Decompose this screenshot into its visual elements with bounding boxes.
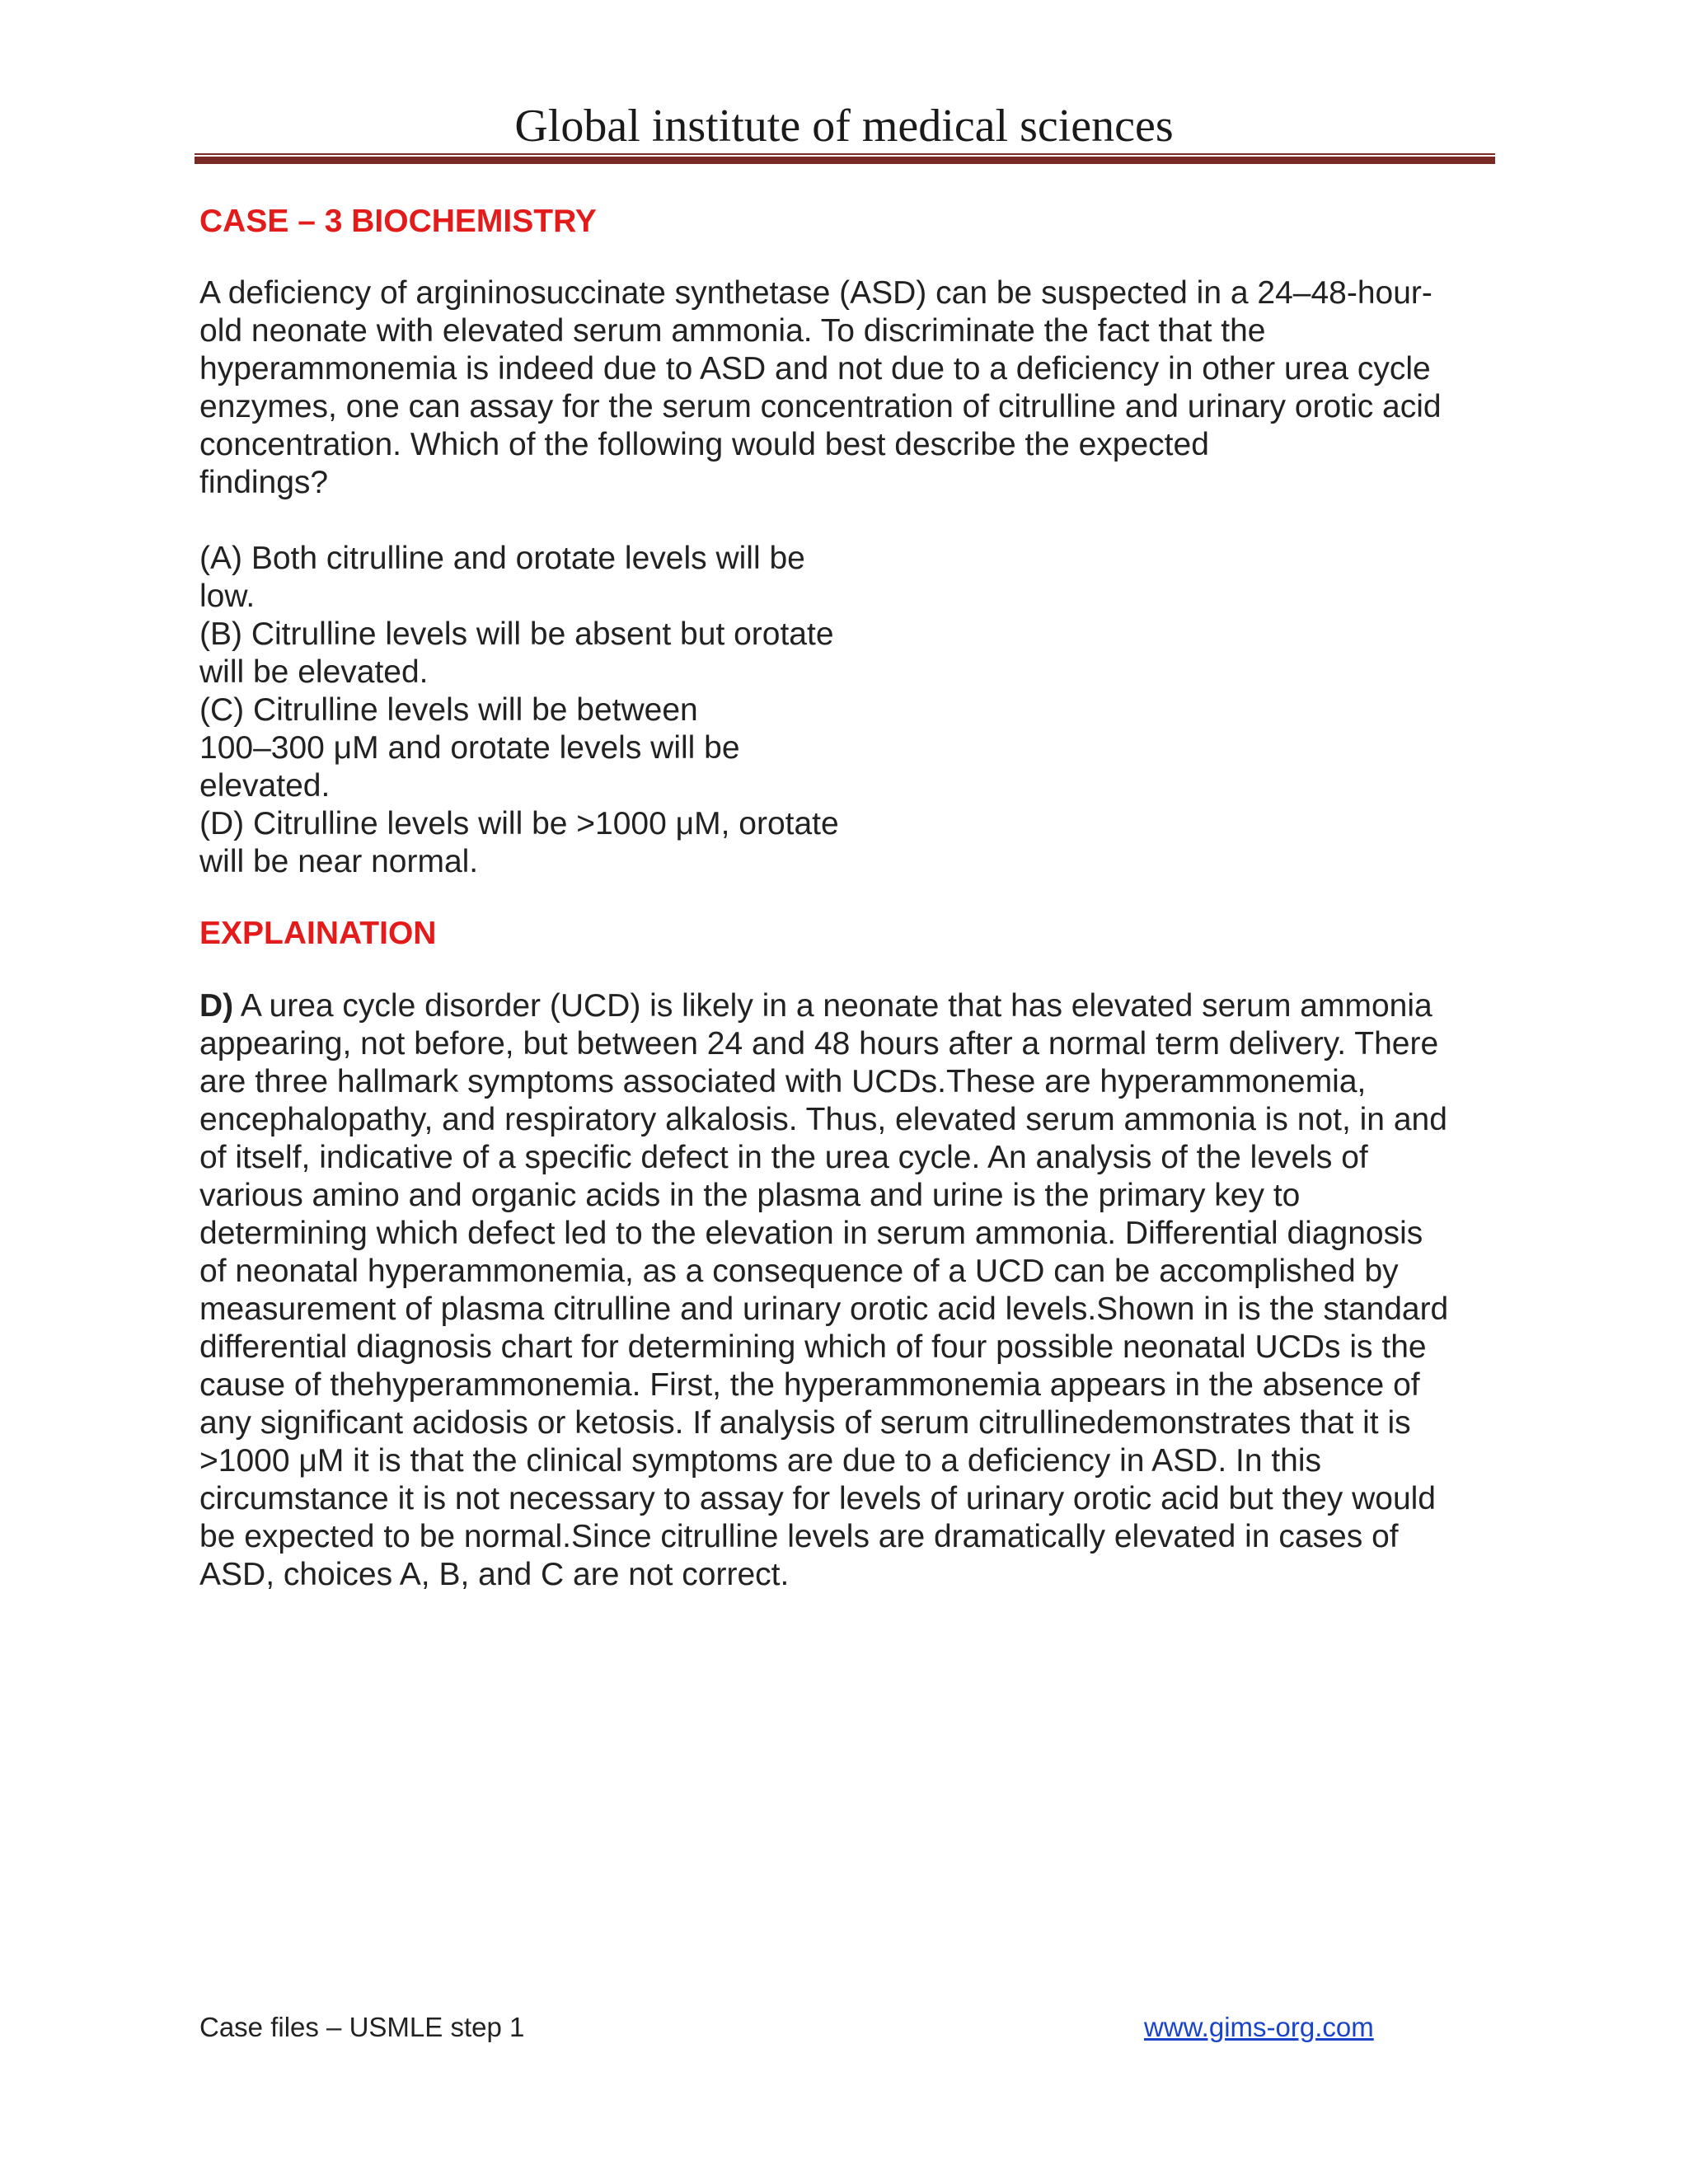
explanation-line: determining which defect led to the elevation in serum ammonia. Differential diagnosis	[199, 1216, 1423, 1251]
option-line: will be near normal.	[199, 844, 479, 879]
option-line: (D) Citrulline levels will be >1000 μM, orotate	[199, 806, 839, 841]
case-heading: CASE – 3 BIOCHEMISTRY	[199, 204, 597, 239]
explanation-line: circumstance it is not necessary to assay for levels of urinary orotic acid but they would	[199, 1481, 1436, 1516]
explanation-heading: EXPLAINATION	[199, 916, 437, 951]
answer-letter: D)	[199, 988, 234, 1024]
explanation-line: differential diagnosis chart for determining which of four possible neonatal UCDs is the	[199, 1329, 1427, 1365]
explanation-line: of neonatal hyperammonemia, as a consequence of a UCD can be accomplished by	[199, 1254, 1399, 1289]
explanation-line: ASD, choices A, B, and C are not correct.	[199, 1557, 790, 1592]
explanation-first-line	[199, 987, 1502, 1025]
explanation-line: appearing, not before, but between 24 and 48 hours after a normal term delivery. There	[199, 1026, 1439, 1062]
option-line: will be elevated.	[199, 654, 429, 690]
option-line: (B) Citrulline levels will be absent but orotate	[199, 616, 834, 652]
header-rule-thin	[195, 153, 1495, 155]
header-rule-thick	[195, 157, 1495, 164]
answer-options	[199, 540, 859, 881]
footer-text: Case files – USMLE step 1	[199, 2012, 525, 2042]
explanation-line: measurement of plasma citrulline and urinary orotic acid levels.Shown in is the standard	[199, 1291, 1449, 1327]
option-line: (A) Both citrulline and orotate levels will be	[199, 541, 805, 576]
explanation-text	[199, 987, 1502, 1594]
explanation-line: any significant acidosis or ketosis. If analysis of serum citrullinedemonstrates that it is	[199, 1405, 1411, 1441]
question-line: enzymes, one can assay for the serum concentration of citrulline and urinary orotic acid	[199, 389, 1442, 424]
explanation-line: >1000 μM it is that the clinical symptoms are due to a deficiency in ASD. In this	[199, 1443, 1322, 1479]
explanation-first-line-text: A urea cycle disorder (UCD) is likely in a neonate that has elevated serum ammonia	[233, 988, 1432, 1024]
explanation-line: various amino and organic acids in the plasma and urine is the primary key to	[199, 1178, 1301, 1213]
explanation-line: of itself, indicative of a specific defect in the urea cycle. An analysis of the levels of	[199, 1140, 1368, 1175]
question-line: old neonate with elevated serum ammonia. To discriminate the fact that the	[199, 313, 1266, 349]
question-line: hyperammonemia is indeed due to ASD and not due to a deficiency in other urea cycle	[199, 351, 1431, 387]
option-line: elevated.	[199, 768, 331, 804]
explanation-line: cause of thehyperammonemia. First, the hyperammonemia appears in the absence of	[199, 1367, 1420, 1403]
question-text	[199, 274, 1485, 502]
question-line: findings?	[199, 465, 329, 500]
explanation-line: are three hallmark symptoms associated with UCDs.These are hyperammonemia,	[199, 1064, 1367, 1099]
explanation-line: be expected to be normal.Since citrulline levels are dramatically elevated in cases of	[199, 1519, 1399, 1554]
question-line: A deficiency of argininosuccinate synthetase (ASD) can be suspected in a 24–48-hour-	[199, 275, 1432, 311]
question-line: concentration. Which of the following would best describe the expected	[199, 427, 1209, 462]
explanation-line: encephalopathy, and respiratory alkalosis. Thus, elevated serum ammonia is not, in and	[199, 1102, 1447, 1137]
option-line: 100–300 μM and orotate levels will be	[199, 730, 740, 766]
page-header-title: Global institute of medical sciences	[514, 101, 1174, 152]
option-line: low.	[199, 579, 256, 614]
option-line: (C) Citrulline levels will be between	[199, 692, 698, 728]
footer-website-link[interactable]: www.gims-org.com	[1144, 2012, 1374, 2042]
